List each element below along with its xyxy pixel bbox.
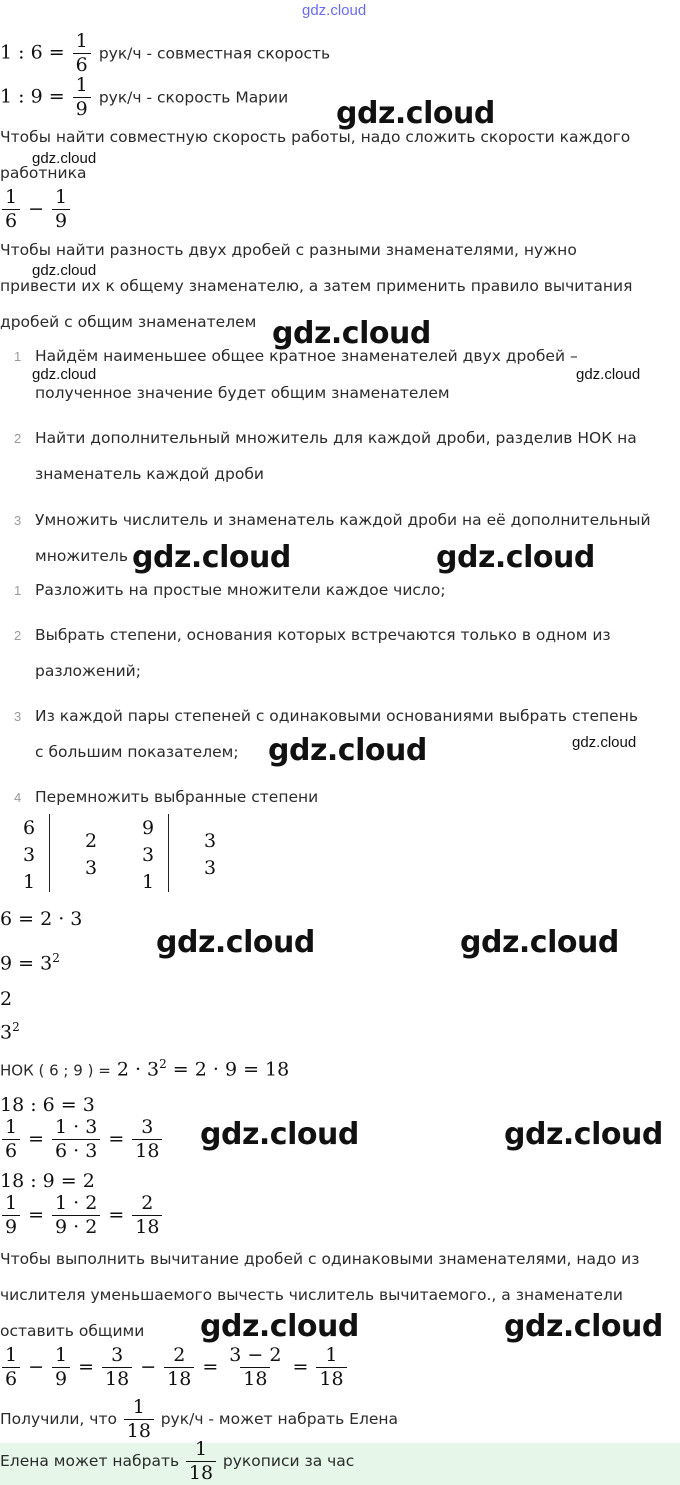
watermark: gdz.cloud bbox=[336, 96, 495, 131]
fraction-1-9-scaled: $\frac{1}{9}$ = $\frac{1 \cdot 2}{9 \cdot 2}$ = $\frac{2}{18}$ bbox=[0, 1194, 164, 1237]
maria-speed-line bbox=[0, 76, 288, 119]
multiplier-9: 18 : 9 = 2 bbox=[0, 1170, 95, 1192]
joint-speed-line bbox=[0, 32, 330, 75]
watermark: gdz.cloud bbox=[200, 1309, 359, 1344]
step-number: 4 bbox=[14, 790, 22, 805]
result-line: Получили, что $\frac{1}{18}$ рук/ч - может набрать Елена bbox=[0, 1396, 399, 1442]
fraction-1-6-scaled: $\frac{1}{6}$ = $\frac{1 \cdot 3}{6 \cdot 3}$ = $\frac{3}{18}$ bbox=[0, 1118, 164, 1161]
watermark: gdz.cloud bbox=[132, 540, 291, 575]
fraction: $\frac{1}{6}$ bbox=[73, 32, 91, 75]
watermark: gdz.cloud bbox=[156, 925, 315, 960]
selected-power-2: $3^2$ bbox=[0, 1020, 20, 1044]
watermark: gdz.cloud bbox=[504, 1117, 663, 1152]
step-1-line-b: полученное значение будет общим знаменателем bbox=[35, 384, 450, 402]
watermark: gdz.cloud bbox=[32, 262, 97, 279]
watermark: gdz.cloud bbox=[576, 366, 641, 383]
step-2-line-a: Найти дополнительный множитель для каждой дроби, разделив НОК на bbox=[35, 429, 637, 447]
watermark: gdz.cloud bbox=[32, 150, 97, 167]
step-3-line-a: Умножить числитель и знаменатель каждой дроби на её дополнительный bbox=[35, 511, 651, 529]
maria-speed-text: рук/ч - скорость Марии bbox=[98, 88, 289, 107]
nok-step-1: Разложить на простые множители каждое число; bbox=[35, 581, 446, 599]
answer-line: Елена может набрать $\frac{1}{18}$ рукописи за час bbox=[0, 1438, 355, 1484]
fraction: $\frac{1}{9}$ bbox=[73, 76, 91, 119]
watermark-top: gdz.cloud bbox=[302, 2, 367, 19]
paragraph-3b: числителя уменьшаемого вычесть числитель вычитаемого., а знаменатели bbox=[0, 1286, 623, 1304]
final-calculation: $\frac{1}{6}$ − $\frac{1}{9}$ = $\frac{3}{18}$ − $\frac{2}{18}$ = $\frac{3 - 2}{18}$ = $\frac{1}{18}$ bbox=[0, 1346, 349, 1389]
multiplier-6: 18 : 6 = 3 bbox=[0, 1094, 95, 1116]
watermark: gdz.cloud bbox=[268, 733, 427, 768]
nok-step-2a: Выбрать степени, основания которых встречаются только в одном из bbox=[35, 626, 611, 644]
factorization-9: $9 = 3^2$ bbox=[0, 951, 60, 975]
step-number: 2 bbox=[14, 431, 22, 446]
nok-step-3a: Из каждой пары степеней с одинаковыми основаниями выбрать степень bbox=[35, 707, 638, 725]
step-number: 3 bbox=[14, 513, 22, 528]
paragraph-3c: оставить общими bbox=[0, 1322, 145, 1340]
expr: 1 : 9 = bbox=[0, 85, 65, 108]
paragraph-2b: привести их к общему знаменателю, а затем применить правило вычитания bbox=[0, 277, 633, 295]
factor-col-6: 6 3 1 bbox=[23, 817, 36, 893]
paragraph-1a: Чтобы найти совместную скорость работы, надо сложить скорости каждого bbox=[0, 128, 631, 146]
nok-result: НОК ( 6 ; 9 ) = $2 \cdot 3^2 = 2 \cdot 9 = 18$ bbox=[0, 1057, 290, 1081]
watermark: gdz.cloud bbox=[436, 540, 595, 575]
watermark: gdz.cloud bbox=[32, 366, 97, 383]
paragraph-2a: Чтобы найти разность двух дробей с разными знаменателями, нужно bbox=[0, 241, 577, 259]
step-3-line-b: множитель bbox=[35, 547, 128, 565]
step-1-line-a: Найдём наименьшее общее кратное знаменателей двух дробей – bbox=[35, 347, 578, 365]
joint-speed-text: рук/ч - совместная скорость bbox=[98, 44, 331, 63]
watermark: gdz.cloud bbox=[460, 925, 619, 960]
divider bbox=[168, 814, 169, 892]
step-number: 1 bbox=[14, 349, 22, 364]
difference-expression: $\frac{1}{6}$ − $\frac{1}{9}$ bbox=[0, 188, 72, 231]
paragraph-2c: дробей с общим знаменателем bbox=[0, 313, 257, 331]
divisors-9: 3 3 bbox=[204, 830, 217, 879]
paragraph-1b: работника bbox=[0, 164, 87, 182]
watermark: gdz.cloud bbox=[272, 316, 431, 351]
step-number: 1 bbox=[14, 583, 22, 598]
nok-step-2b: разложений; bbox=[35, 662, 141, 680]
step-number: 2 bbox=[14, 628, 22, 643]
selected-power-1: 2 bbox=[0, 988, 13, 1010]
nok-step-4: Перемножить выбранные степени bbox=[35, 788, 319, 806]
factor-col-9: 9 3 1 bbox=[142, 817, 155, 893]
step-number: 3 bbox=[14, 709, 22, 724]
nok-step-3b: с большим показателем; bbox=[35, 743, 239, 761]
watermark: gdz.cloud bbox=[572, 734, 637, 751]
divisors-6: 2 3 bbox=[85, 830, 98, 879]
expr: 1 : 6 = bbox=[0, 41, 65, 64]
watermark: gdz.cloud bbox=[200, 1117, 359, 1152]
watermark: gdz.cloud bbox=[504, 1309, 663, 1344]
divider bbox=[49, 814, 50, 892]
step-2-line-b: знаменатель каждой дроби bbox=[35, 465, 264, 483]
paragraph-3a: Чтобы выполнить вычитание дробей с одинаковыми знаменателями, надо из bbox=[0, 1250, 640, 1268]
factorization-6: 6 = 2 · 3 bbox=[0, 908, 83, 930]
